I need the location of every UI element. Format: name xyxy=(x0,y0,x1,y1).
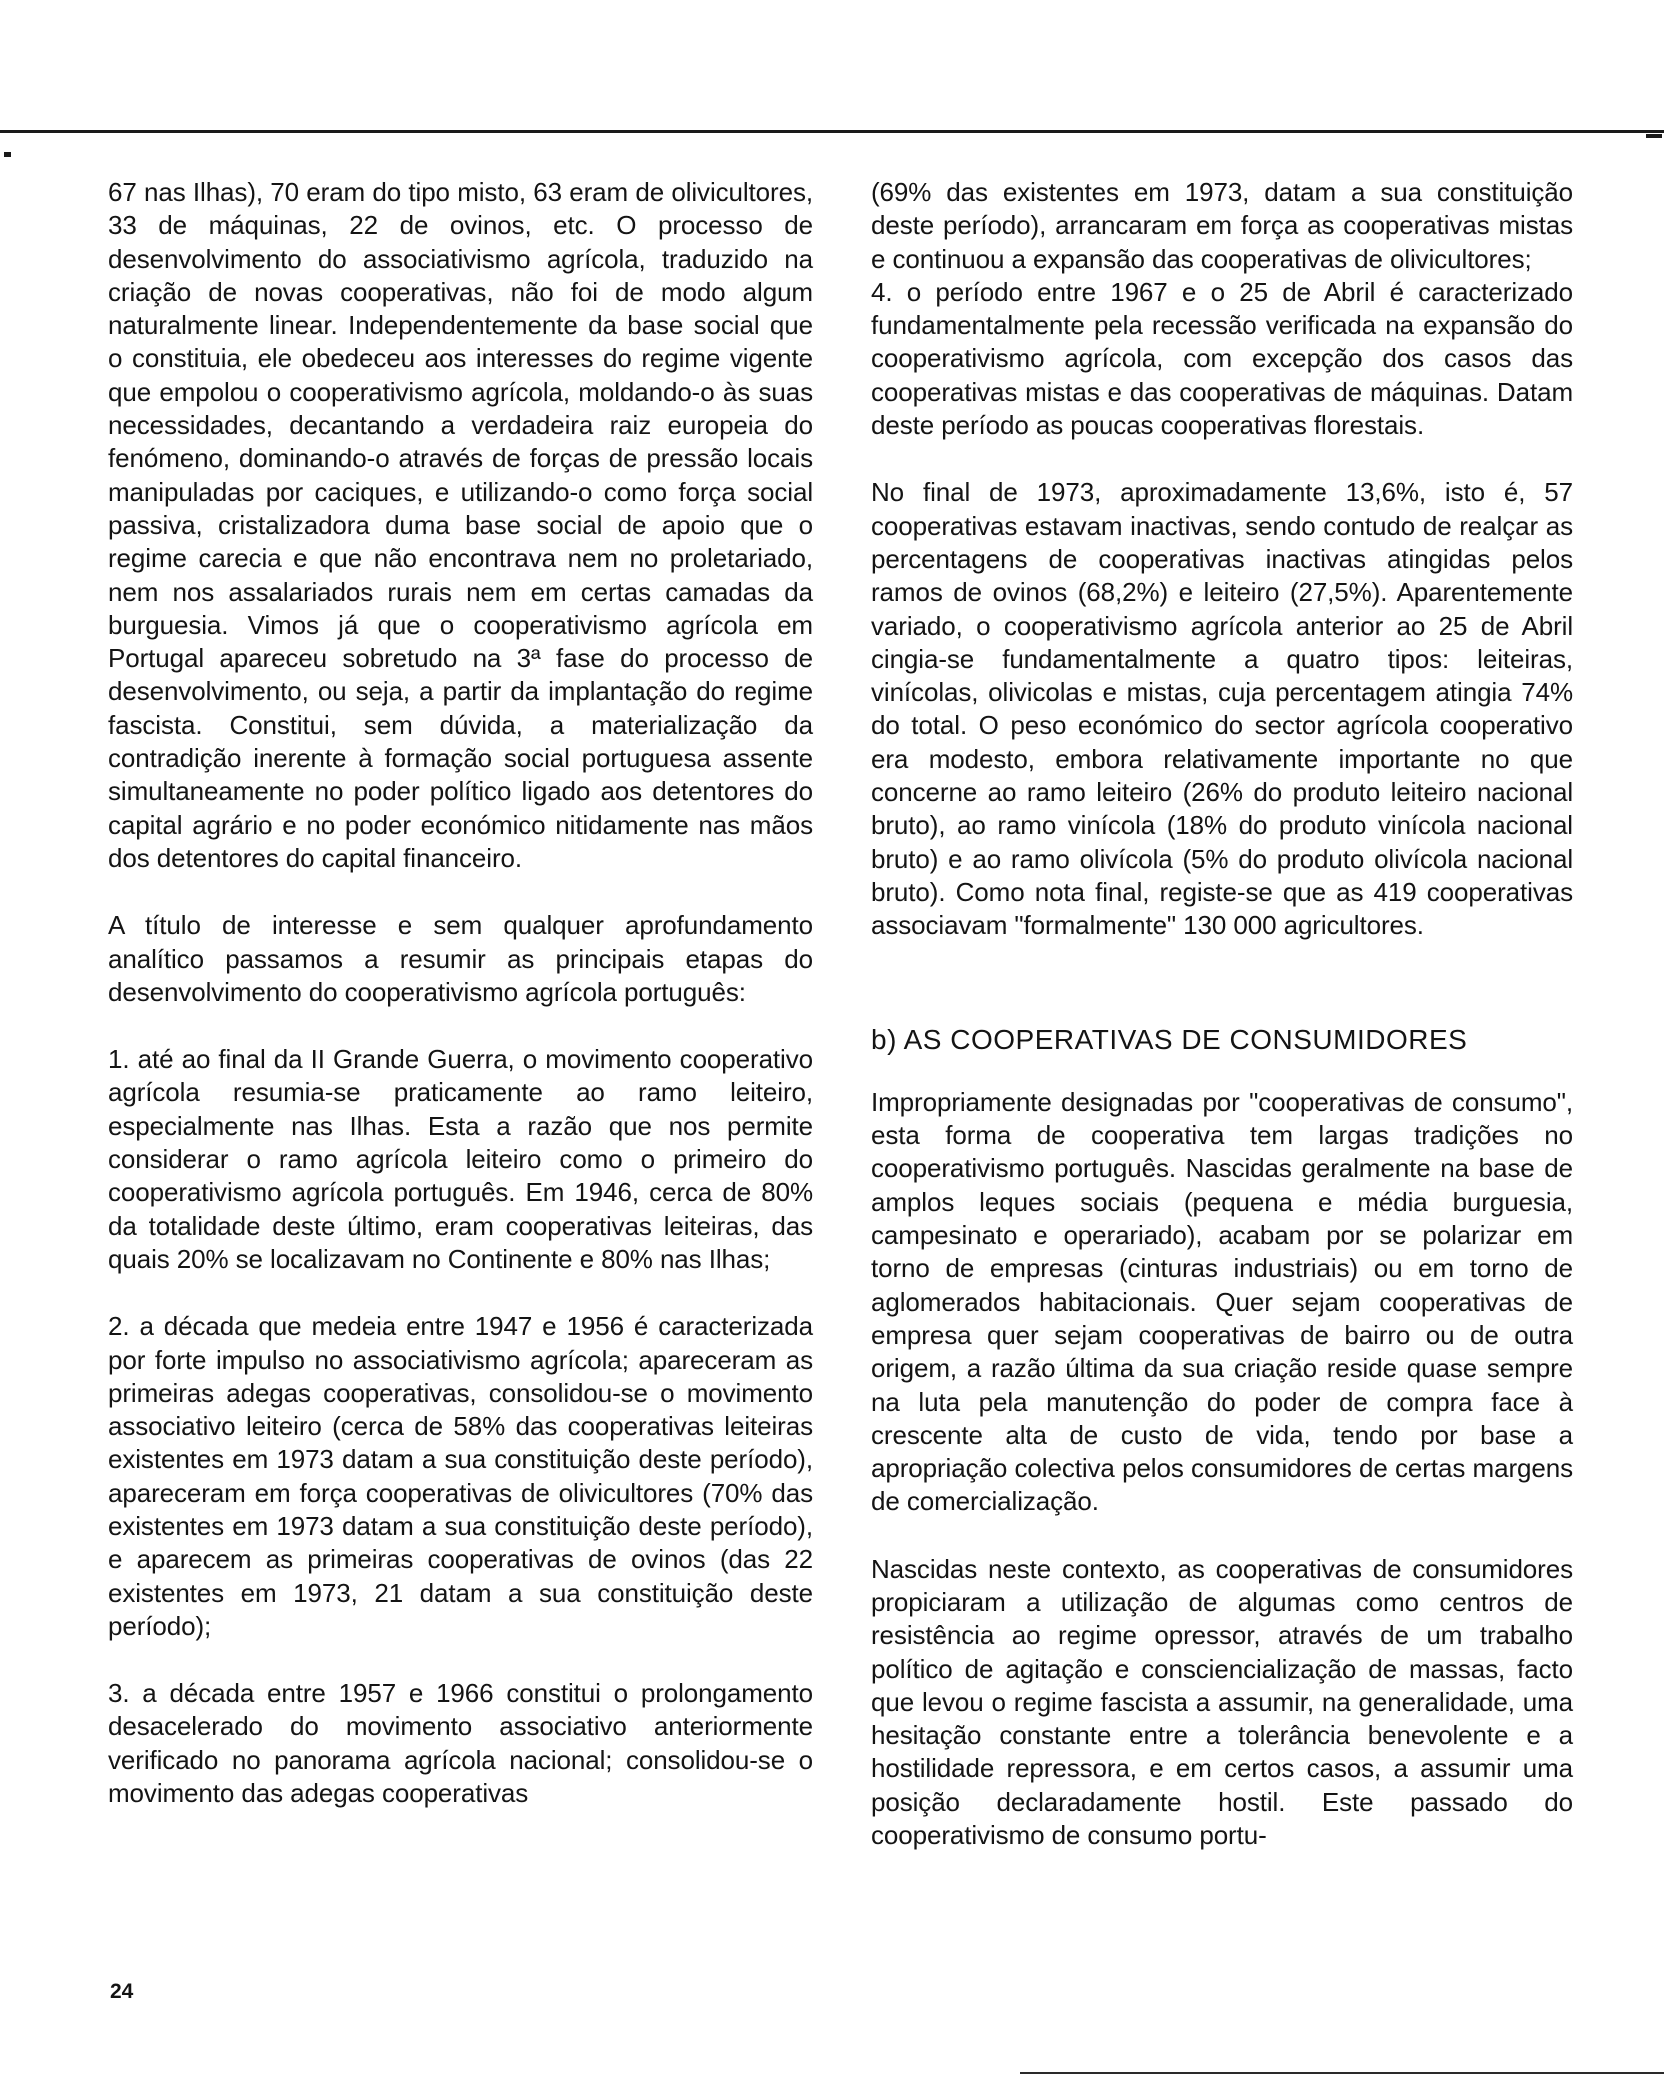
final-note-paragraph: No final de 1973, aproximadamente 13,6%, isto é, 57 cooperativas estavam inactivas, sendo contudo de realçar as percentagens de cooperativas inactivas atingidas pelos ramos de ovinos (68,2%) e leiteiro (27,5%). Aparentemente variado, o cooperativismo agrícola anterior ao 25 de Abril cingia-se fundamentalmente a quatro tipos: leiteiras, vinícolas, olivicolas e mistas, cuja percentagem atingia 74% do total. O peso económico do sector agrícola cooperativo era modesto, embora relativamente importante no que concerne ao ramo leiteiro (26% do produto leiteiro nacional bruto), ao ramo vinícola (18% do produto vinícola nacional bruto) e ao ramo olivícola (5% do produto olivícola nacional bruto). Como nota final, registe-se que as 419 cooperativas associavam "formalmente" 130 000 agricultores. xyxy=(871,477,1573,941)
bottom-rule xyxy=(1020,2072,1664,2074)
left-paragraph-intro: 67 nas Ilhas), 70 eram do tipo misto, 63 eram de olivicultores, 33 de máquinas, 22 de ovinos, etc. O processo de desenvolvimento do associativismo agrícola, traduzido na criação de novas cooperativas, não foi de modo algum naturalmente linear. Independentemente da base social que o constituia, ele obedeceu aos interesses do regime vigente que empolou o cooperativismo agrícola, moldando-o às suas necessidades, decantando a verdadeira raiz europeia do fenómeno, dominando-o através de forças de pressão locais manipuladas por caciques, e utilizando-o como força social passiva, cristalizadora duma base social de apoio que o regime carecia e que não encontrava nem no proletariado, nem nos assalariados rurais nem em certas camadas da burguesia. Vimos já que o cooperativismo agrícola em Portugal apareceu sobretudo na 3ª fase do processo de desenvolvimento, ou seja, a partir da implantação do regime fascista. Constitui, sem dúvida, a materialização da contradição inerente à formação social portuguesa assente simultaneamente no poder político ligado aos detentores do capital agrário e no poder económico nitidamente nas mãos dos detentores do capital financeiro. xyxy=(108,177,813,873)
rule-tick-left xyxy=(4,152,11,157)
left-column xyxy=(108,176,813,1810)
section-heading: b) AS COOPERATIVAS DE CONSUMIDORES xyxy=(871,1023,1468,1055)
section-paragraph-2: Nascidas neste contexto, as cooperativas de consumidores propiciaram a utilização de algumas como centros de resistência ao regime opressor, através de um trabalho político de agitação e consciencialização de massas, facto que levou o regime fascista a assumir, na generalidade, uma hesitação constante entre a tolerância benevolente e a hostilidade repressora, e em certos casos, a assumir uma posição declaradamente hostil. Este passado do cooperativismo de consumo portu- xyxy=(871,1553,1573,1851)
rule-tick-right xyxy=(1646,134,1662,138)
right-column xyxy=(871,176,1573,1852)
top-rule xyxy=(0,130,1664,133)
list-item-4: 4. o período entre 1967 e o 25 de Abril é caracterizado fundamentalmente pela recessão verificada na expansão do cooperativismo agrícola, com excepção dos casos das cooperativas mistas e das cooperativas de máquinas. Datam deste período as poucas cooperativas florestais. xyxy=(871,276,1573,441)
left-paragraph-summary: A título de interesse e sem qualquer aprofundamento analítico passamos a resumir as principais etapas do desenvolvimento do cooperativismo agrícola português: xyxy=(108,910,813,1007)
page-number: 24 xyxy=(110,1980,134,2003)
list-item-1: 1. até ao final da II Grande Guerra, o movimento cooperativo agrícola resumia-se praticamente ao ramo leiteiro, especialmente nas Ilhas. Esta a razão que nos permite considerar o ramo agrícola leiteiro como o primeiro do cooperativismo agrícola português. Em 1946, cerca de 80% da totalidade deste último, eram cooperativas leiteiras, das quais 20% se localizavam no Continente e 80% nas Ilhas; xyxy=(108,1044,813,1274)
list-item-2: 2. a década que medeia entre 1947 e 1956 é caracterizada por forte impulso no associativismo agrícola; apareceram as primeiras adegas cooperativas, consolidou-se o movimento associativo leiteiro (cerca de 58% das cooperativas leiteiras existentes em 1973 datam a sua constituição deste período), apareceram em força cooperativas de olivicultores (70% das existentes em 1973 datam a sua constituição deste período), e aparecem as primeiras cooperativas de ovinos (das 22 existentes em 1973, 21 datam a sua constituição deste período); xyxy=(108,1311,813,1641)
section-paragraph-1: Impropriamente designadas por "cooperativas de consumo", esta forma de cooperativa tem largas tradições no cooperativismo português. Nascidas geralmente na base de amplos leques sociais (pequena e média burguesia, campesinato e operariado), acabam por se polarizar em torno de empresas (cinturas industriais) ou em torno de aglomerados habitacionais. Quer sejam cooperativas de empresa quer sejam cooperativas de bairro ou de outra origem, a razão última da sua criação reside quase sempre na luta pela manutenção do poder de compra face à crescente alta de custo de vida, tendo por base a apropriação colectiva pelos consumidores de certas margens de comercialização. xyxy=(871,1086,1573,1517)
list-item-3: 3. a década entre 1957 e 1966 constitui o prolongamento desacelerado do movimento associativo anteriormente verificado no panorama agrícola nacional; consolidou-se o movimento das adegas cooperativas xyxy=(108,1678,813,1809)
list-item-3-continuation: (69% das existentes em 1973, datam a sua constituição deste período), arrancaram em força as cooperativas mistas e continuou a expansão das cooperativas de olivicultores; xyxy=(871,177,1573,274)
